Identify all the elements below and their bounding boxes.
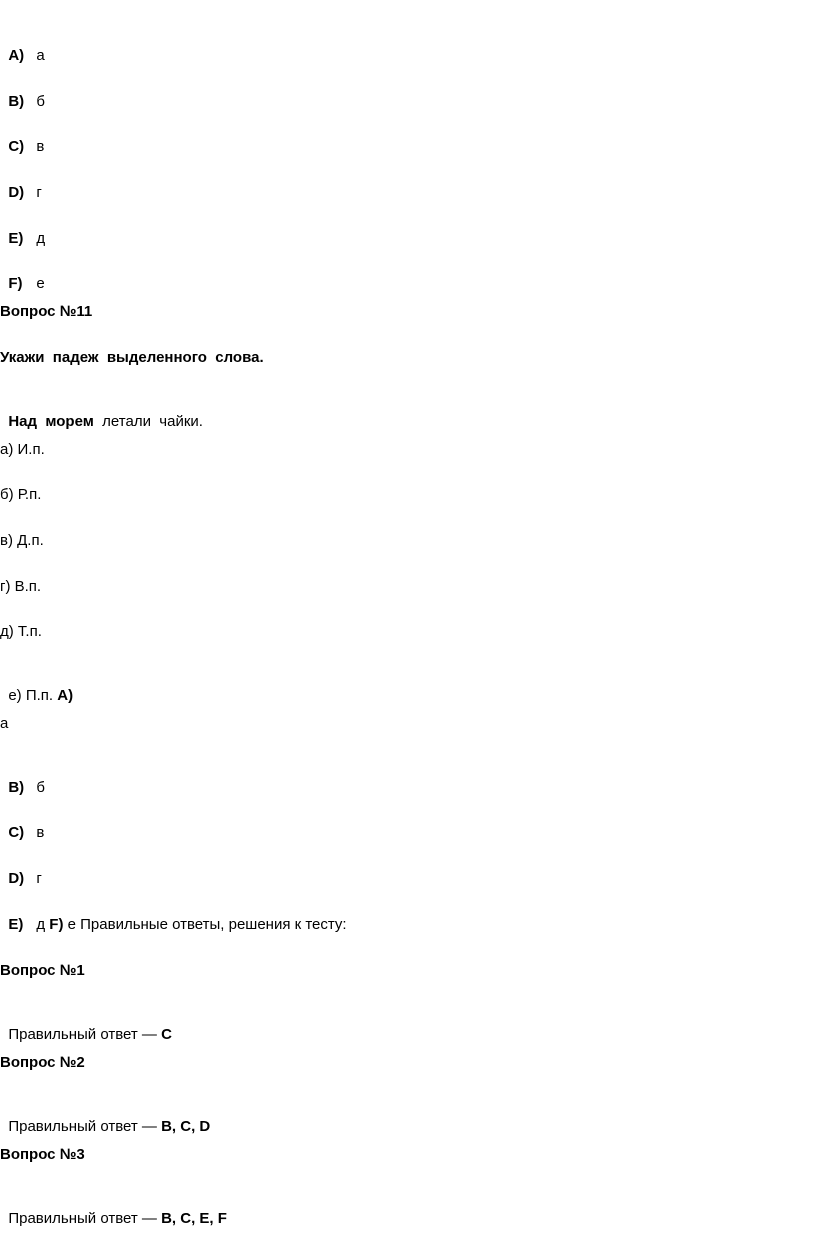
option-e: [0, 212, 45, 248]
option-b: [0, 75, 45, 111]
question-11-prompt: Укажи падеж выделенного слова.: [0, 349, 264, 366]
option-f: [0, 257, 45, 293]
option-d: [0, 166, 42, 202]
option-text: е: [36, 275, 45, 292]
option-text: а: [36, 47, 45, 64]
choice-item-last: [0, 669, 73, 705]
answer-1: [0, 1008, 172, 1044]
sentence-rest: летали чайки.: [93, 413, 203, 430]
option-letter: A): [57, 687, 74, 704]
answer-2: [0, 1100, 210, 1136]
option-letter: F): [49, 916, 64, 933]
choice-item: д) Т.п.: [0, 623, 42, 640]
answer-label: Правильный ответ —: [8, 1118, 162, 1135]
highlighted-phrase: Над морем: [8, 413, 94, 430]
option-text: г: [36, 870, 42, 887]
answer-label: Правильный ответ —: [8, 1026, 162, 1043]
option-text: в: [36, 824, 45, 841]
option-text: в: [36, 138, 45, 155]
option-d: [0, 852, 42, 888]
choice-item: а) И.п.: [0, 441, 45, 458]
answer-2-title: Вопрос №2: [0, 1054, 85, 1071]
option-letter: C): [8, 138, 25, 155]
option-text: г: [36, 184, 42, 201]
option-letter: E): [8, 916, 24, 933]
answer-3-title: Вопрос №3: [0, 1146, 85, 1163]
option-text: д: [36, 230, 46, 247]
option-text: б: [36, 93, 45, 110]
option-a: [0, 29, 45, 65]
option-letter: D): [8, 184, 25, 201]
option-letter: F): [8, 275, 23, 292]
answer-3: [0, 1192, 227, 1228]
question-11-sentence: [0, 395, 203, 431]
option-text: д: [36, 916, 46, 933]
option-a-text: а: [0, 715, 9, 732]
choice-item: г) В.п.: [0, 578, 42, 595]
choice-item: б) Р.п.: [0, 486, 42, 503]
option-letter: B): [8, 779, 25, 796]
option-letter: B): [8, 93, 25, 110]
answer-label: Правильный ответ —: [8, 1210, 162, 1227]
option-c: [0, 120, 44, 156]
option-b: [0, 761, 45, 797]
option-e-f-line: [0, 898, 347, 934]
option-letter: D): [8, 870, 25, 887]
question-11-title: Вопрос №11: [0, 303, 93, 320]
option-letter: C): [8, 824, 25, 841]
answers-heading: е Правильные ответы, решения к тесту:: [67, 916, 347, 933]
answer-value: B, C, E, F: [161, 1210, 227, 1227]
choice-item: в) Д.п.: [0, 532, 44, 549]
option-c: [0, 806, 44, 842]
option-letter: A): [8, 47, 25, 64]
option-letter: E): [8, 230, 24, 247]
answer-1-title: Вопрос №1: [0, 962, 85, 979]
answer-value: B, C, D: [161, 1118, 211, 1135]
option-text: б: [36, 779, 45, 796]
answer-value: C: [161, 1026, 172, 1043]
choice-text: е) П.п.: [8, 687, 54, 704]
